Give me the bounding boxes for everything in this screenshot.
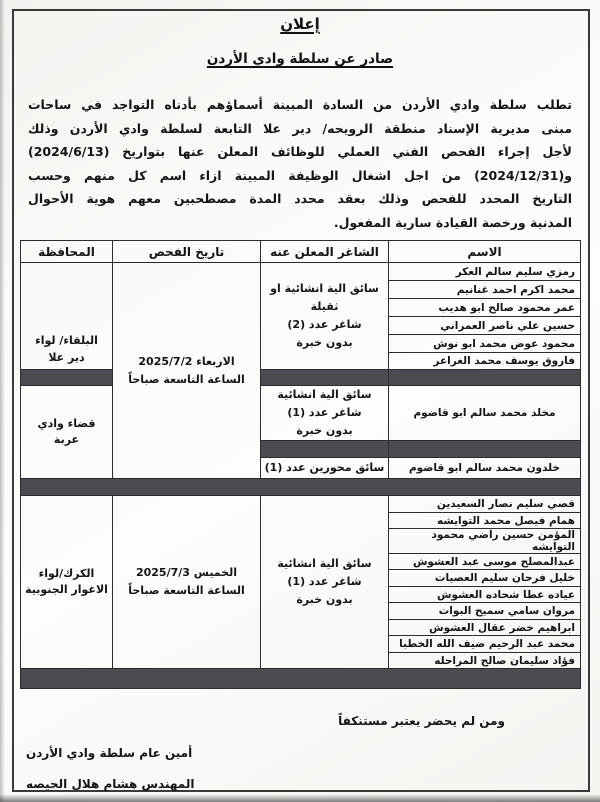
announcement-title-text: إعلان (280, 15, 320, 33)
vacancy-line: بدون خبرة (296, 336, 353, 350)
vacancy-line: شاغر عدد (1) (287, 406, 362, 420)
name-cell: محمد اكرم احمد غنانيم (389, 281, 581, 299)
vacancy-cell-section-b1 (261, 386, 389, 441)
body-line-6: المدنية ورخصة القيادة سارية المفعول. (333, 214, 572, 230)
header-governorate: المحافظة (21, 241, 113, 263)
name-cell: ابراهيم خضر عقال العشوش (389, 620, 581, 636)
body-line-3: لأجل إجراء الفحص الفني العملي للوظائف المعلن عنها بتواريخ (2024/6/13) (28, 144, 572, 159)
name-cell: محمود عوض محمد ابو نوش (389, 335, 581, 353)
body-line-2: مبنى مديرية الإسناد منطقة الرويحه/ دير علا التابعة لسلطة وادي الأردن وذلك (28, 120, 572, 136)
name-cell: مخلد محمد سالم ابو قاضوم (389, 386, 581, 441)
signature-title: أمين عام سلطة وادي الأردن (26, 746, 193, 760)
exam-date-line: الخميس 2025/7/3 (135, 566, 238, 580)
table-row (21, 386, 581, 441)
governorate-cell-section-b: قضاء وادي عربة (21, 386, 113, 479)
name-cell: مروان سامي سميح البوات (389, 603, 581, 620)
separator-bar (21, 669, 581, 689)
announcement-body (28, 93, 572, 234)
body-line-4: و(2024/12/31) من اجل اشغال الوظيفة المبينة ازاء اسم كل منهم وحسب (28, 167, 572, 183)
name-cell: خليل فرحان سليم العصيات (389, 570, 581, 587)
vacancy-line: سائق الية انشائية او ثقيلة (270, 281, 379, 313)
name-cell: المؤمن حسين راضي محمود التوايشه (389, 529, 581, 554)
separator-bar (261, 370, 389, 386)
name-cell: عياده عطا شحاده العشوش (389, 587, 581, 603)
exam-date-line: الساعة التاسعة صباحاً (128, 372, 245, 386)
exam-date-cell-section-c (113, 496, 261, 669)
table-header-row (21, 241, 581, 263)
table-row (21, 263, 581, 281)
vacancy-line: بدون خبرة (296, 593, 353, 607)
name-cell: عبدالمصلح موسى عبد العشوش (389, 554, 581, 570)
announcement-title (0, 15, 600, 33)
signature-name: المهندس هشام هلال الحيصه (26, 777, 195, 791)
name-cell: حسين علي ناصر العمراني (389, 317, 581, 335)
vacancy-cell-section-b2: سائق محورين عدد (1) (261, 458, 389, 479)
header-name: الاسم (389, 241, 581, 263)
name-cell: قصي سليم نصار السعيدين (389, 496, 581, 513)
separator-row (21, 370, 581, 386)
header-exam-date: تاريخ الفحص (113, 241, 261, 263)
governorate-cell-section-c: الكرك/لواء الاغوار الجنوبية (21, 496, 113, 669)
exam-date-line: الاربعاء 2025/7/2 (138, 354, 235, 368)
body-line-5: التاريخ المحدد للفحص وذلك بعقد محدد المدة مصطحبين معهم هوية الأحوال (28, 191, 572, 206)
separator-bar (21, 370, 113, 386)
announcement-subtitle (0, 51, 600, 67)
governorate-cell-section-a: البلقاء/ لواء دير علا (21, 263, 113, 370)
name-cell: همام فيصل محمد التوايشه (389, 513, 581, 529)
exam-schedule-table (20, 240, 581, 689)
announcement-subtitle-text: صادر عن سلطة وادي الأردن (206, 51, 394, 67)
absence-note: ومن لم يحضر يعتبر مستنكفاً (338, 714, 505, 728)
exam-date-line: الساعة التاسعة صباحاً (128, 584, 245, 598)
scan-left-edge-shadow (0, 0, 5, 802)
name-cell: عمر محمود صالح ابو هديب (389, 299, 581, 317)
name-cell: خلدون محمد سالم ابو قاضوم (389, 458, 581, 479)
vacancy-cell-section-c (261, 496, 389, 669)
vacancy-line: بدون خبرة (296, 424, 353, 438)
name-cell: محمد عبد الرحيم ضيف الله الخطبا (389, 636, 581, 653)
vacancy-line: شاغر عدد (2) (287, 318, 362, 331)
separator-bar (261, 441, 389, 458)
name-cell: فؤاد سليمان صالح المراحله (389, 653, 581, 669)
header-vacancy: الشاغر المعلن عنه (261, 241, 389, 263)
separator-row (21, 479, 581, 496)
vacancy-line: سائق الية انشائية (277, 388, 372, 401)
vacancy-line: سائق الية انشائية (277, 557, 372, 571)
name-cell: رمزي سليم سالم العكر (389, 263, 581, 281)
name-cell: فاروق يوسف محمد الغراعر (389, 353, 581, 370)
scan-bottom-edge-shadow (0, 794, 600, 802)
vacancy-line: شاغر عدد (1) (287, 575, 362, 589)
body-line-1: تطلب سلطة وادي الأردن من السادة المبينة أسماؤهم بأدناه التواجد في ساحات (28, 97, 572, 112)
exam-date-cell-sections-ab (113, 263, 261, 479)
separator-row (21, 669, 581, 689)
vacancy-cell-section-a (261, 263, 389, 370)
separator-bar (389, 370, 581, 386)
separator-bar (21, 479, 581, 496)
separator-bar (389, 441, 581, 458)
table-row (21, 496, 581, 513)
